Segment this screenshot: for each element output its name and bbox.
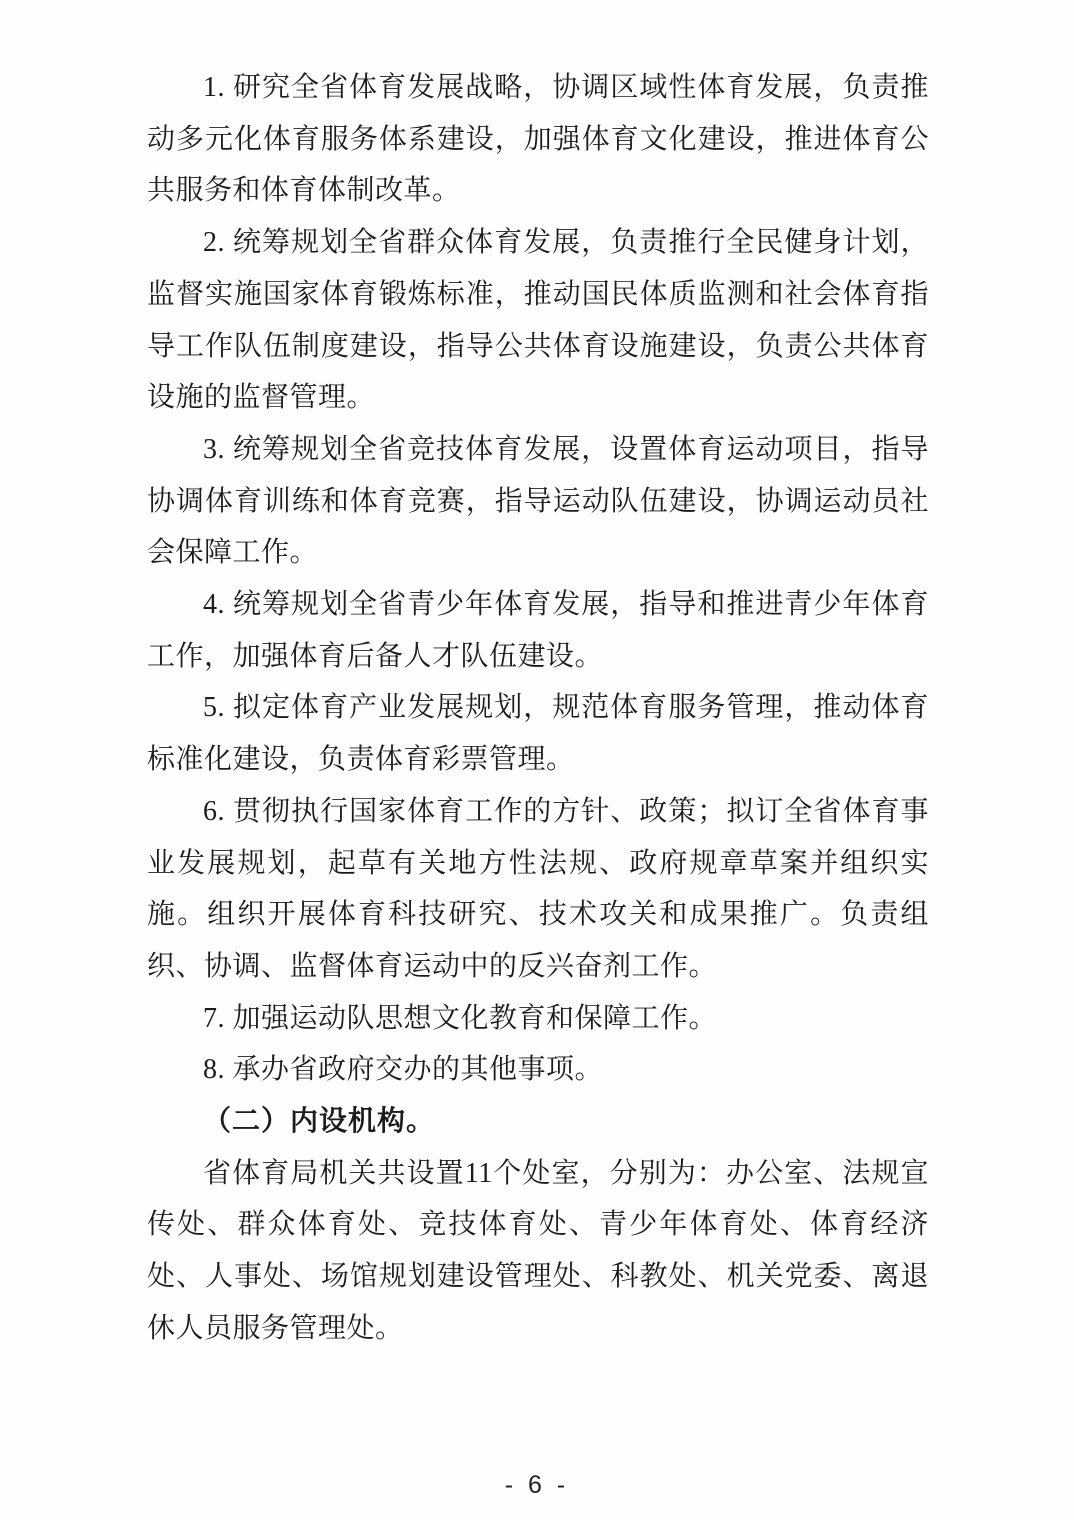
paragraph: 省体育局机关共设置11个处室，分别为：办公室、法规宣传处、群众体育处、竞技体育处、青少年体育处、体育经济处、人事处、场馆规划建设管理处、科教处、机关党委、离退休人员服务管理处。: [147, 1157, 929, 1344]
section-heading: （二）内设机构。: [203, 1106, 436, 1138]
paragraph: 7. 加强运动队思想文化教育和保障工作。: [203, 1002, 718, 1034]
paragraph: 2. 统筹规划全省群众体育发展，负责推行全民健身计划，监督实施国家体育锻炼标准，推动国民体质监测和社会体育指导工作队伍制度建设，指导公共体育设施建设，负责公共体育设施的监督管理。: [147, 227, 929, 414]
document-body: [147, 62, 929, 1355]
paragraph: 5. 拟定体育产业发展规划，规范体育服务管理，推动体育标准化建设，负责体育彩票管理。: [147, 692, 929, 776]
paragraph: 3. 统筹规划全省竞技体育发展，设置体育运动项目，指导协调体育训练和体育竞赛，指导运动队伍建设，协调运动员社会保障工作。: [147, 433, 929, 569]
page-footer: [0, 1471, 1074, 1500]
paragraph: 4. 统筹规划全省青少年体育发展，指导和推进青少年体育工作，加强体育后备人才队伍建设。: [147, 589, 929, 672]
paragraph: 1. 研究全省体育发展战略，协调区域性体育发展，负责推动多元化体育服务体系建设，加强体育文化建设，推进体育公共服务和体育体制改革。: [147, 72, 929, 207]
paragraph: 6. 贯彻执行国家体育工作的方针、政策；拟订全省体育事业发展规划，起草有关地方性法规、政府规章草案并组织实施。组织开展体育科技研究、技术攻关和成果推广。负责组织、协调、监督体育运动中的反兴奋剂工作。: [147, 795, 929, 982]
page-number: - 6 -: [504, 1471, 570, 1499]
paragraph: 8. 承办省政府交办的其他事项。: [203, 1054, 604, 1086]
